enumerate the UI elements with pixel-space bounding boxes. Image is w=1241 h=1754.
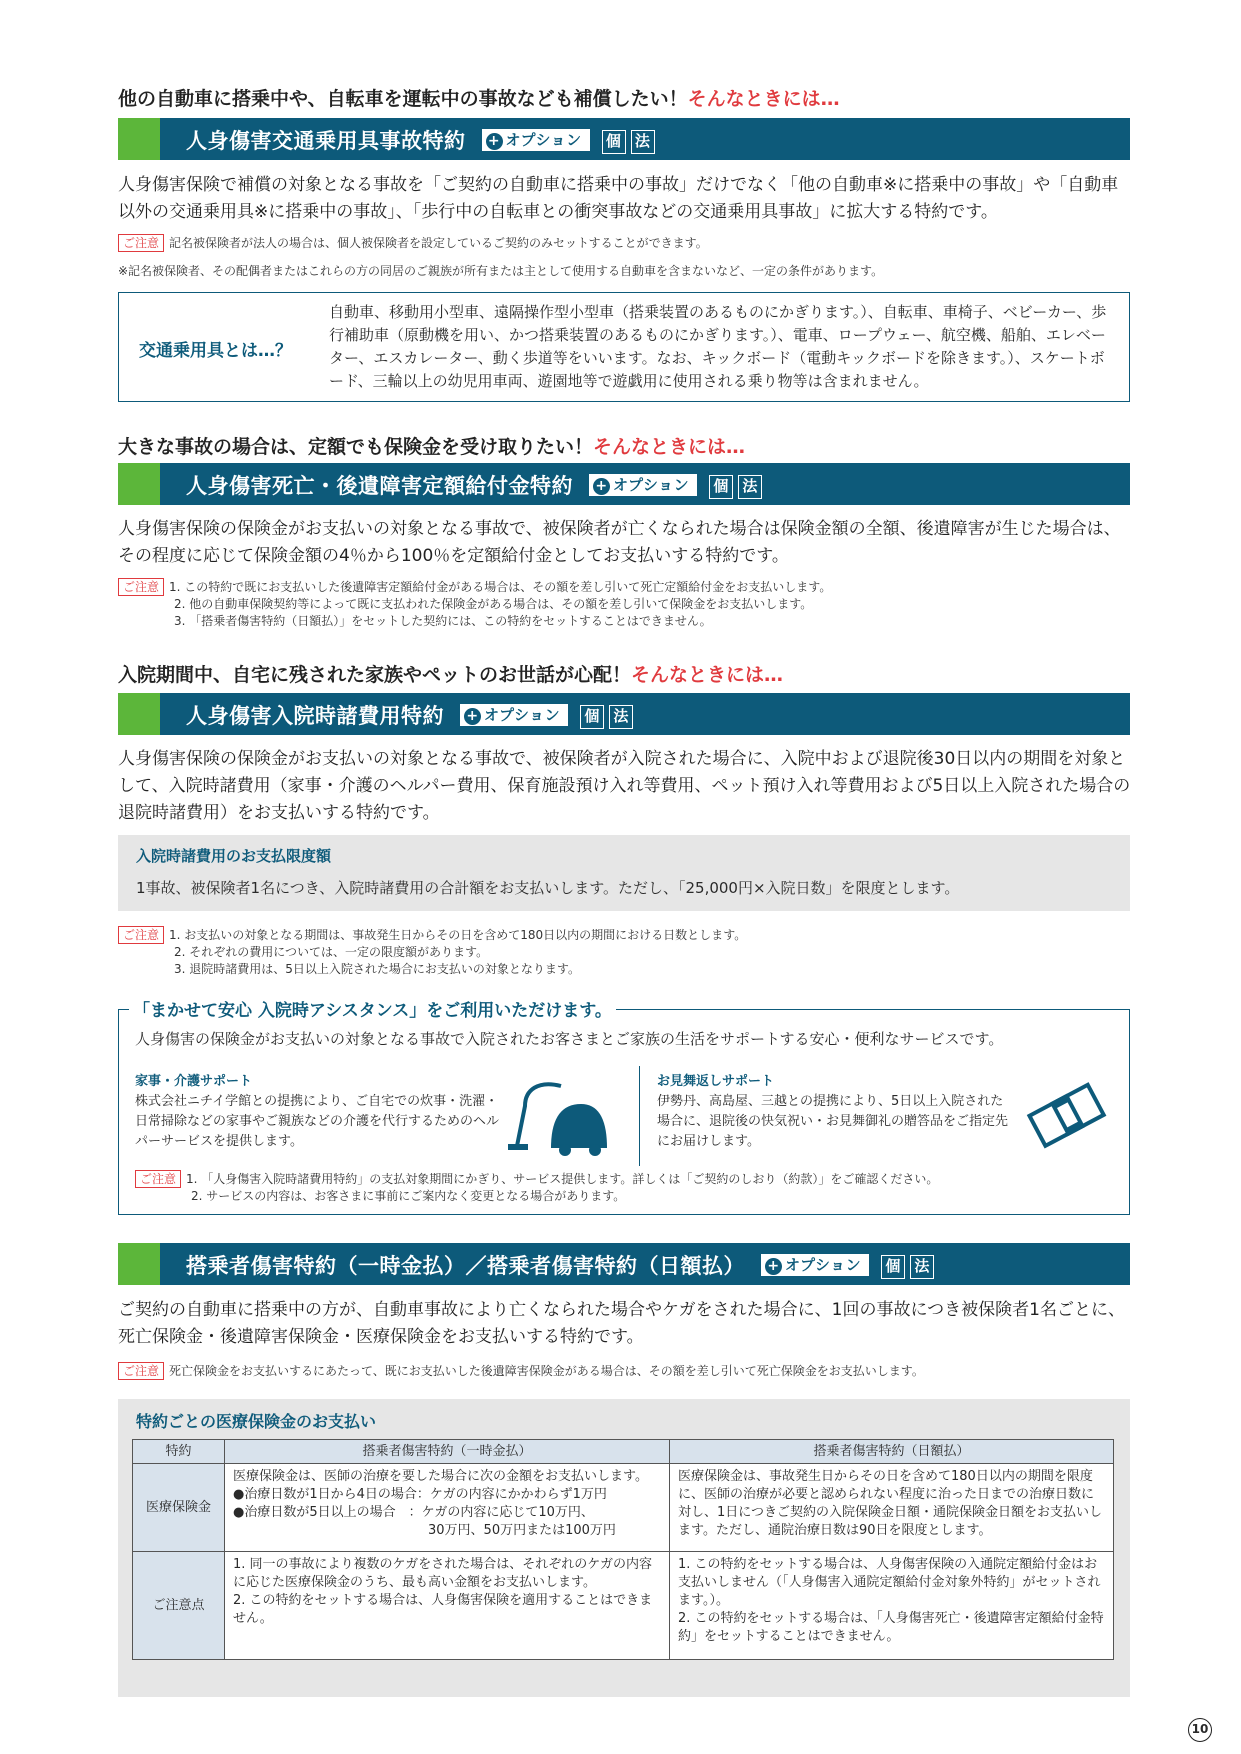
section3-notes: ご注意 1. お支払いの対象となる期間は、事故発生日からその日を含めて180日以内の期間における日数とします。 2. それぞれの費用については、一定の限度額があります。 3. 退院時諸費用は、5日以上入院された場合にお支払いの対象となります。 [118,926,746,978]
definition-text: 自動車、移動用小型車、遠隔操作型小型車（搭乗装置のあるものにかぎります。）、自転車、車椅子、ベビーカー、歩行補助車（原動機を用い、かつ搭乗装置のあるものにかぎります。）、電車、ロープウェー、航空機、船舶、エレベーター、エスカレーター、動く歩道等をいいます。なお、キックボード（電動キックボードを除きます。）、スケートボード、三輪以上の幼児用車両、遊園地等で遊戯用に使用される乗り物等は含まれません。 [329,303,1107,390]
medical-daily-cell: 医療保険金は、事故発生日からその日を含めて180日以内の期間を限度に、医師の治療が必要と認められない程度に治った日までの治療日数に対し、1日につきご契約の入院保険金日額・通院保険金日額をお支払いします。ただし、通院治療日数は90日を限度とします。 [670,1464,1114,1552]
section2-body: 人身傷害保険の保険金がお支払いの対象となる事故で、被保険者が亡くなられた場合は保険金額の全額、後遺障害が生じた場合は、その程度に応じて保険金額の4％から100％を定額給付金としてお支払いする特約です。 [118,519,1121,566]
plus-icon: + [486,133,503,150]
table-header-rider: 特約 [133,1440,225,1464]
medical-lump-sum-cell: 医療保険金は、医師の治療を要した場合に次の金額をお支払いします。 ●治療日数が1日から4日の場合：ケガの内容にかかわらず1万円 ●治療日数が5日以上の場合 ：ケガの内容に応じて10万円、 30万円、50万円または100万円 [225,1464,670,1552]
section3-lead: 入院期間中、自宅に残された家族やペットのお世話が心配！そんなときには… [118,664,784,686]
corporate-tag: 法 [738,475,762,499]
accent-block [118,463,160,505]
limit-box [118,835,1130,911]
section2-title-bar [118,463,1130,505]
section1-lead: 他の自動車に搭乗中や、自転車を運転中の事故なども補償したい！そんなときには… [118,88,840,110]
section2-notes: ご注意 1. この特約で既にお支払いした後遺障害定額給付金がある場合は、その額を差し引いて死亡定額給付金をお支払いします。 2. 他の自動車保険契約等によって既に支払われた保険金がある場合は、その額を差し引いて保険金をお支払いします。 3. 「搭乗者傷害特約（日額払）」をセットした契約には、この特約をセットすることはできません。 [118,578,831,630]
table-header-lump-sum: 搭乗者傷害特約（一時金払） [225,1440,670,1464]
corporate-tag: 法 [631,130,655,154]
section3-body: 人身傷害保険の保険金がお支払いの対象となる事故で、被保険者が入院された場合に、入院中および退院後30日以内の期間を対象として、入院時諸費用（家事・介護のヘルパー費用、保育施設預け入れ等費用、ペット預け入れ等費用および5日以上入院された場合の退院時諸費用）をお支払いする特約です。 [118,749,1131,823]
section1-title-bar [118,118,1130,160]
vacuum-cleaner-icon [503,1076,613,1158]
gift-return-text: 伊勢丹、高島屋、三越との提携により、5日以上入院された場合に、退院後の快気祝い・お見舞御礼の贈答品をご指定先にお届けします。 [657,1094,1009,1149]
section1-body: 人身傷害保険で補償の対象となる事故を「ご契約の自動車に搭乗中の事故」だけでなく「他の自動車※に搭乗中の事故」や「自動車以外の交通乗用具※に搭乗中の事故」、「歩行中の自転車との衝突事故などの交通乗用具事故」に拡大する特約です。 [118,175,1119,222]
option-badge: + オプション [761,1254,869,1276]
plus-icon: + [593,478,610,495]
option-badge: + オプション [589,474,697,496]
option-badge: + オプション [482,129,590,151]
medical-payment-table [132,1439,1114,1660]
section4-note: ご注意 死亡保険金をお支払いするにあたって、既にお支払いした後遺障害保険金がある場合は、その額を差し引いて死亡保険金をお支払いします。 [118,1362,924,1380]
caution-badge: ご注意 [135,1170,181,1188]
vehicle-definition-box [118,292,1130,402]
housework-heading: 家事・介護サポート [135,1074,253,1089]
plus-icon: + [464,708,481,725]
assistance-title: 「まかせて安心 入院時アシスタンス」をご利用いただけます。 [129,996,616,1021]
accent-block [118,118,160,160]
assistance-box [118,1001,1130,1215]
caution-badge: ご注意 [118,926,164,944]
section4-body: ご契約の自動車に搭乗中の方が、自動車事故により亡くなられた場合やケガをされた場合に、1回の事故につき被保険者1名ごとに、死亡保険金・後遺障害保険金・医療保険金をお支払いする特約です。 [118,1300,1125,1347]
gift-return-heading: お見舞返しサポート [657,1074,775,1089]
section4-title-bar [118,1243,1130,1285]
plus-icon: + [765,1258,782,1275]
individual-tag: 個 [709,475,733,499]
assistance-intro: 人身傷害の保険金がお支払いの対象となる事故で入院されたお客さまとご家族の生活をサポートする安心・便利なサービスです。 [135,1030,1004,1048]
definition-label: 交通乗用具とは…？ [139,341,292,361]
limit-heading: 入院時諸費用のお支払限度額 [136,847,332,865]
section3-title: 人身傷害入院時諸費用特約 [186,704,444,728]
corporate-tag: 法 [910,1255,934,1279]
individual-tag: 個 [580,705,604,729]
medical-payment-panel [118,1399,1130,1697]
limit-text: 1事故、被保険者1名につき、入院時諸費用の合計額をお支払いします。ただし、「25,000円×入院日数」を限度とします。 [136,879,960,897]
section4-title: 搭乗者傷害特約（一時金払）／搭乗者傷害特約（日額払） [186,1254,745,1278]
assistance-notes: ご注意 1. 「人身傷害入院時諸費用特約」の支払対象期間にかぎり、サービス提供します。詳しくは「ご契約のしおり（約款）」をご確認ください。 2. サービスの内容は、お客さまに事前にご案内なく変更となる場合があります。 [135,1170,938,1205]
row-label-cautions: ご注意点 [133,1552,225,1660]
individual-tag: 個 [881,1255,905,1279]
caution-badge: ご注意 [118,578,164,596]
section1-title: 人身傷害交通乗用具事故特約 [186,129,466,153]
caution-badge: ご注意 [118,234,164,252]
section3-title-bar [118,693,1130,735]
caution-badge: ご注意 [118,1362,164,1380]
individual-tag: 個 [602,130,626,154]
table-title: 特約ごとの医療保険金のお支払い [136,1412,377,1431]
row-label-medical: 医療保険金 [133,1464,225,1552]
section1-footnote: ※記名被保険者、その配偶者またはこれらの方の同居のご親族が所有または主として使用する自動車を含まないなど、一定の条件があります。 [118,264,884,278]
section2-title: 人身傷害死亡・後遺障害定額給付金特約 [186,474,573,498]
divider [639,1066,640,1166]
housework-text: 株式会社ニチイ学館との提携により、ご自宅での炊事・洗濯・日常掃除などの家事やご親族などの介護を代行するためのヘルパーサービスを提供します。 [135,1094,500,1149]
section1-note: ご注意 記名被保険者が法人の場合は、個人被保険者を設定しているご契約のみセットすることができます。 [118,234,708,252]
accent-block [118,693,160,735]
gift-box-icon [1019,1074,1115,1154]
cautions-lump-sum-cell: 1. 同一の事故により複数のケガをされた場合は、それぞれのケガの内容に応じた医療保険金のうち、最も高い金額をお支払いします。 2. この特約をセットする場合は、人身傷害保険を適用することはできません。 [225,1552,670,1660]
table-header-daily: 搭乗者傷害特約（日額払） [670,1440,1114,1464]
corporate-tag: 法 [609,705,633,729]
page-number: 10 [1188,1718,1212,1742]
option-badge: + オプション [460,704,568,726]
accent-block [118,1243,160,1285]
cautions-daily-cell: 1. この特約をセットする場合は、人身傷害保険の入通院定額給付金はお支払いしません（「人身傷害入通院定額給付金対象外特約」がセットされます。）。 2. この特約をセットする場合は、「人身傷害死亡・後遺障害定額給付金特約」をセットすることはできません。 [670,1552,1114,1660]
section2-lead: 大きな事故の場合は、定額でも保険金を受け取りたい！そんなときには… [118,436,746,458]
